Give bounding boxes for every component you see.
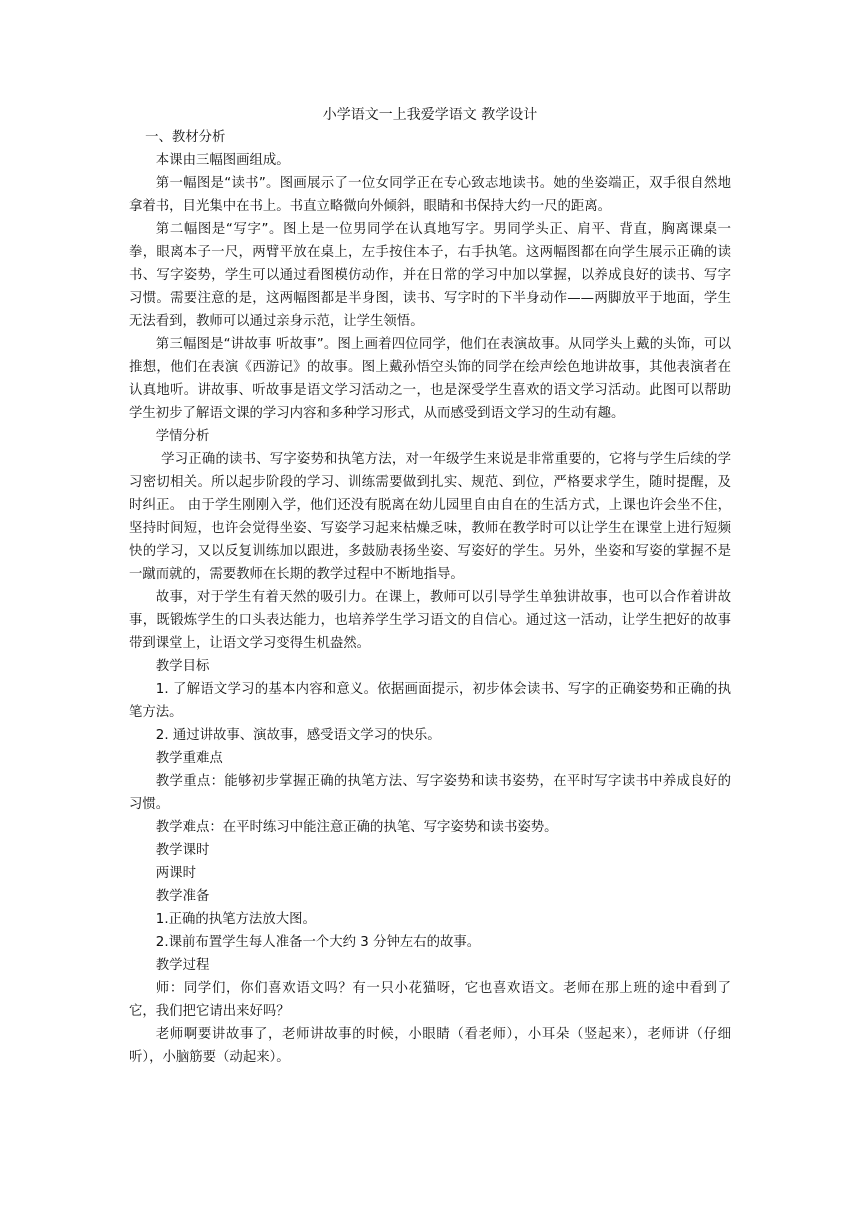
paragraph: 2.课前布置学生每人准备一个大约 3 分钟左右的故事。 [155, 935, 481, 950]
paragraph: 老师啊要讲故事了，老师讲故事的时候，小眼睛（看老师），小耳朵（竖起来），老师讲（仔细听），小脑筋要（动起来）。 [129, 1027, 731, 1065]
section-heading: 教学过程 [155, 958, 210, 973]
paragraph: 教学重点：能够初步掌握正确的执笔方法、写字姿势和读书姿势，在平时写字读书中养成良好的习惯。 [129, 774, 731, 812]
section-heading: 一、教材分析 [145, 130, 226, 145]
section-heading: 教学目标 [155, 659, 210, 674]
document-page [129, 104, 731, 1069]
paragraph: 2. 通过讲故事、演故事，感受语文学习的快乐。 [155, 728, 441, 743]
document-body [129, 126, 731, 1069]
paragraph: 学习正确的读书、写字姿势和执笔方法，对一年级学生来说是非常重要的，它将与学生后续的学习密切相关。所以起步阶段的学习、训练需要做到扎实、规范、到位，严格要求学生，随时提醒，及时纠正。 由于学生刚刚入学，他们还没有脱离在幼儿园里自由自在的生活方式，上课也许会坐不住，坚持时间短，也许会觉得坐姿、写姿学习起来枯燥乏味，教师在教学时可以让学生在课堂上进行短频快的学习，又以反复训练加以跟进，多鼓励表扬坐姿、写姿好的学生。另外，坐姿和写姿的掌握不是一蹴而就的，需要教师在长期的教学过程中不断地指导。 [129, 452, 731, 582]
paragraph: 两课时 [155, 866, 196, 881]
paragraph: 1.正确的执笔方法放大图。 [155, 912, 316, 927]
paragraph: 第二幅图是“写字”。图上是一位男同学在认真地写字。男同学头正、肩平、背直，胸离课桌一拳，眼离本子一尺，两臂平放在桌上，左手按住本子，右手执笔。这两幅图都在向学生展示正确的读书、写字姿势，学生可以通过看图模仿动作，并在日常的学习中加以掌握，以养成良好的读书、写字习惯。需要注意的是，这两幅图都是半身图，读书、写字时的下半身动作——两脚放平于地面，学生无法看到，教师可以通过亲身示范，让学生领悟。 [129, 222, 731, 329]
paragraph: 第一幅图是“读书”。图画展示了一位女同学正在专心致志地读书。她的坐姿端正，双手很自然地拿着书，目光集中在书上。书直立略微向外倾斜，眼睛和书保持大约一尺的距离。 [129, 176, 731, 214]
paragraph: 教学难点：在平时练习中能注意正确的执笔、写字姿势和读书姿势。 [155, 820, 558, 835]
paragraph: 故事，对于学生有着天然的吸引力。在课上，教师可以引导学生单独讲故事，也可以合作着讲故事，既锻炼学生的口头表达能力，也培养学生学习语文的自信心。通过这一活动，让学生把好的故事带到课堂上，让语文学习变得生机盎然。 [129, 590, 731, 651]
section-heading: 教学课时 [155, 843, 210, 858]
paragraph: 师：同学们，你们喜欢语文吗？有一只小花猫呀，它也喜欢语文。老师在那上班的途中看到了它，我们把它请出来好吗？ [129, 981, 731, 1019]
paragraph: 第三幅图是“讲故事 听故事”。图上画着四位同学，他们在表演故事。从同学头上戴的头饰，可以推想，他们在表演《西游记》的故事。图上戴孙悟空头饰的同学在绘声绘色地讲故事，其他表演者在认真地听。讲故事、听故事是语文学习活动之一，也是深受学生喜欢的语文学习活动。此图可以帮助学生初步了解语文课的学习内容和多种学习形式，从而感受到语文学习的生动有趣。 [129, 337, 731, 421]
paragraph: 1. 了解语文学习的基本内容和意义。依据画面提示，初步体会读书、写字的正确姿势和正确的执笔方法。 [129, 682, 731, 720]
section-heading: 学情分析 [155, 429, 210, 444]
paragraph: 本课由三幅图画组成。 [155, 153, 290, 168]
section-heading: 教学重难点 [155, 751, 223, 766]
document-title: 小学语文一上我爱学语文 教学设计 [322, 107, 538, 123]
section-heading: 教学准备 [155, 889, 210, 904]
